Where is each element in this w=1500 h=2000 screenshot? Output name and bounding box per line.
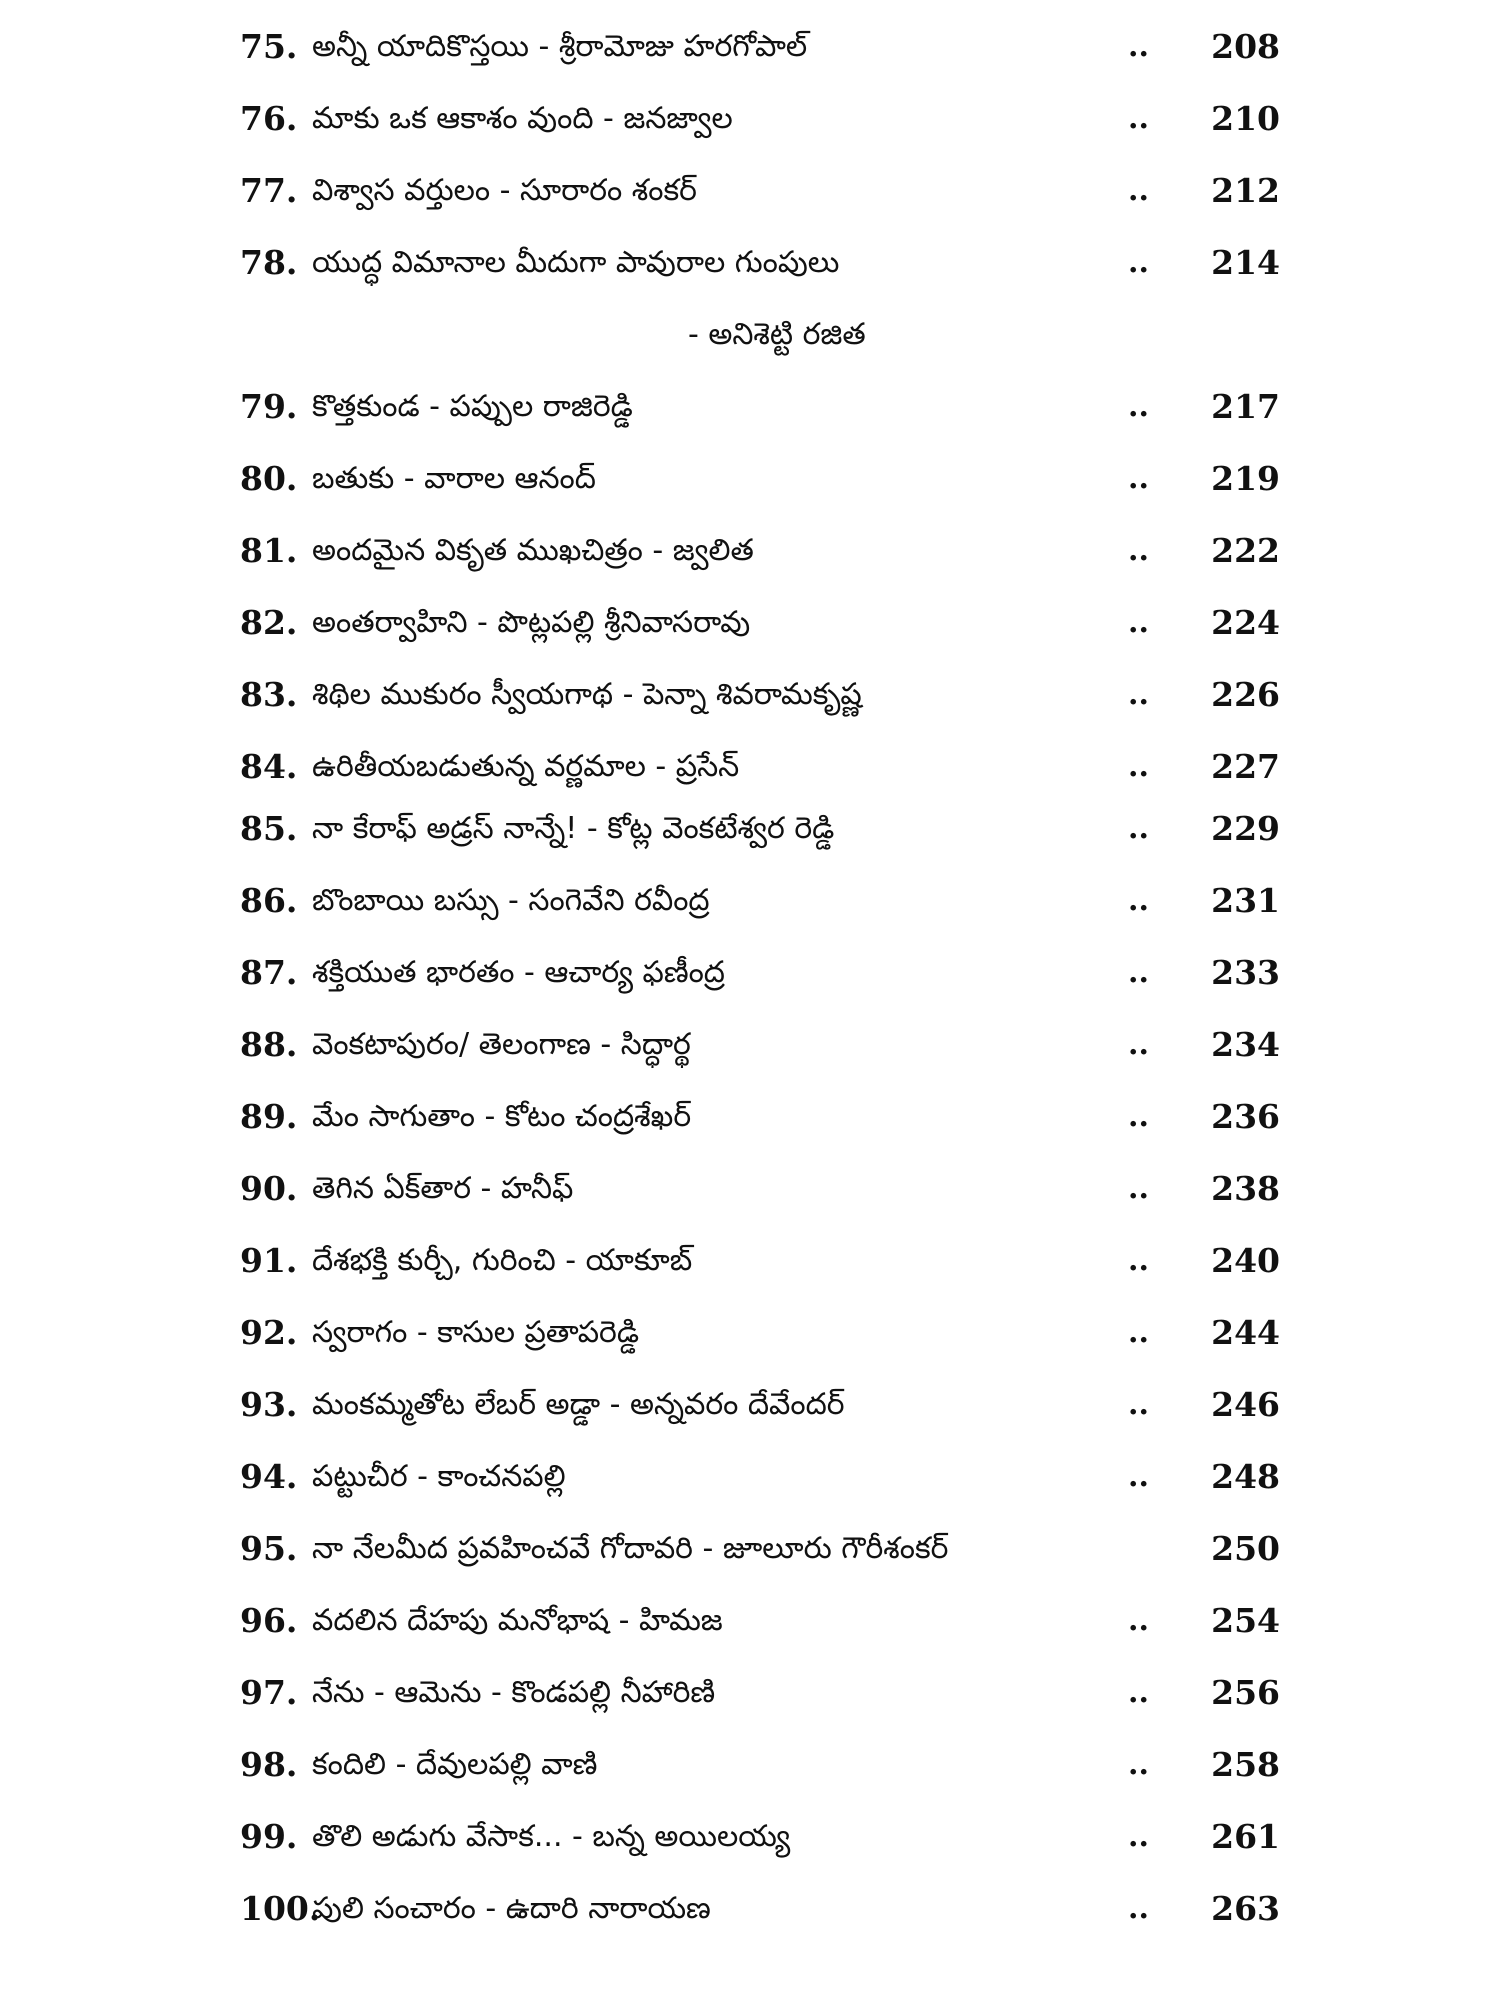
- dot-leader: ..: [1128, 1243, 1149, 1278]
- toc-entry: [0, 665, 1500, 725]
- entry-number: 77.: [240, 171, 298, 210]
- dot-leader: ..: [1128, 955, 1149, 990]
- entry-page-number: 254: [1211, 1601, 1280, 1640]
- entry-title: బతుకు - వారాల ఆనంద్: [312, 461, 596, 496]
- toc-entry: [0, 377, 1500, 437]
- toc-entry: [0, 1375, 1500, 1435]
- dot-leader: ..: [1128, 245, 1149, 280]
- dot-leader: ..: [1128, 1459, 1149, 1494]
- dot-leader: ..: [1128, 605, 1149, 640]
- entry-number: 99.: [240, 1817, 298, 1856]
- entry-number: 75.: [240, 27, 298, 66]
- entry-number: 87.: [240, 953, 298, 992]
- entry-title: నా నేలమీద ప్రవహించవే గోదావరి - జూలూరు గౌరీశంకర్: [312, 1531, 949, 1566]
- toc-entry: [0, 17, 1500, 77]
- entry-page-number: 212: [1211, 171, 1280, 210]
- dot-leader: ..: [1128, 811, 1149, 846]
- toc-entry: [0, 1015, 1500, 1075]
- toc-entry: [0, 89, 1500, 149]
- entry-page-number: 227: [1211, 747, 1280, 786]
- toc-entry: [0, 1807, 1500, 1867]
- entry-number: 78.: [240, 243, 298, 282]
- dot-leader: ..: [1128, 1027, 1149, 1062]
- entry-number: 94.: [240, 1457, 298, 1496]
- entry-page-number: 226: [1211, 675, 1280, 714]
- entry-page-number: 210: [1211, 99, 1280, 138]
- entry-number: 81.: [240, 531, 298, 570]
- entry-page-number: 219: [1211, 459, 1280, 498]
- toc-entry: [0, 871, 1500, 931]
- dot-leader: ..: [1128, 1315, 1149, 1350]
- entry-title: ఉరితీయబడుతున్న వర్ణమాల - ప్రసేన్: [312, 749, 740, 784]
- entry-number: 83.: [240, 675, 298, 714]
- entry-title: వెంకటాపురం/ తెలంగాణ - సిద్ధార్థ: [312, 1027, 691, 1062]
- entry-title: విశ్వాస వర్తులం - సూరారం శంకర్: [312, 173, 697, 208]
- toc-entry-continuation: [0, 305, 1500, 365]
- entry-page-number: 233: [1211, 953, 1280, 992]
- dot-leader: ..: [1128, 677, 1149, 712]
- toc-entry: [0, 799, 1500, 859]
- entry-page-number: 231: [1211, 881, 1280, 920]
- entry-title: కందిలి - దేవులపల్లి వాణి: [312, 1747, 598, 1782]
- entry-number: 100.: [240, 1889, 321, 1928]
- toc-entry: [0, 449, 1500, 509]
- entry-number: 93.: [240, 1385, 298, 1424]
- dot-leader: ..: [1128, 1171, 1149, 1206]
- entry-number: 85.: [240, 809, 298, 848]
- dot-leader: ..: [1128, 883, 1149, 918]
- toc-entry: [0, 521, 1500, 581]
- dot-leader: ..: [1128, 749, 1149, 784]
- toc-entry: [0, 1519, 1500, 1579]
- entry-page-number: 208: [1211, 27, 1280, 66]
- entry-page-number: 248: [1211, 1457, 1280, 1496]
- toc-entry: [0, 1231, 1500, 1291]
- entry-number: 88.: [240, 1025, 298, 1064]
- toc-entry: [0, 1591, 1500, 1651]
- toc-entry: [0, 1159, 1500, 1219]
- dot-leader: ..: [1128, 1891, 1149, 1926]
- dot-leader: ..: [1128, 1099, 1149, 1134]
- entry-number: 90.: [240, 1169, 298, 1208]
- entry-title: నా కేరాఫ్ అడ్రస్ నాన్నే! - కోట్ల వెంకటేశ్వర రెడ్డి: [312, 811, 835, 846]
- entry-title: తెగిన ఏక్‌తార - హనీఫ్: [312, 1171, 574, 1206]
- toc-entry: [0, 1663, 1500, 1723]
- toc-entry: [0, 233, 1500, 293]
- entry-page-number: 238: [1211, 1169, 1280, 1208]
- entry-page-number: 261: [1211, 1817, 1280, 1856]
- entry-title: మాకు ఒక ఆకాశం వుంది - జనజ్వాల: [312, 101, 733, 136]
- entry-number: 82.: [240, 603, 298, 642]
- toc-entry: [0, 1879, 1500, 1939]
- entry-page-number: 256: [1211, 1673, 1280, 1712]
- toc-entry: [0, 161, 1500, 221]
- entry-title: శిథిల ముకురం స్వీయగాథ - పెన్నా శివరామకృష్ణ: [312, 677, 862, 712]
- entry-page-number: 246: [1211, 1385, 1280, 1424]
- entry-number: 84.: [240, 747, 298, 786]
- dot-leader: ..: [1128, 1603, 1149, 1638]
- entry-number: 91.: [240, 1241, 298, 1280]
- toc-entry: [0, 1735, 1500, 1795]
- entry-title: నేను - ఆమెను - కొండపల్లి నీహారిణి: [312, 1675, 716, 1710]
- entry-page-number: 244: [1211, 1313, 1280, 1352]
- entry-number: 95.: [240, 1529, 298, 1568]
- entry-page-number: 240: [1211, 1241, 1280, 1280]
- dot-leader: ..: [1128, 173, 1149, 208]
- toc-entry: [0, 737, 1500, 797]
- entry-title: యుద్ధ విమానాల మీదుగా పావురాల గుంపులు: [312, 245, 840, 280]
- entry-number: 97.: [240, 1673, 298, 1712]
- entry-page-number: 236: [1211, 1097, 1280, 1136]
- dot-leader: ..: [1128, 1675, 1149, 1710]
- dot-leader: ..: [1128, 1747, 1149, 1782]
- entry-title: బొంబాయి బస్సు - సంగెవేని రవీంద్ర: [312, 883, 710, 918]
- entry-page-number: 263: [1211, 1889, 1280, 1928]
- dot-leader: ..: [1128, 29, 1149, 64]
- entry-page-number: 217: [1211, 387, 1280, 426]
- entry-page-number: 214: [1211, 243, 1280, 282]
- entry-number: 98.: [240, 1745, 298, 1784]
- entry-number: 92.: [240, 1313, 298, 1352]
- toc-entry: [0, 943, 1500, 1003]
- entry-number: 89.: [240, 1097, 298, 1136]
- entry-title: కొత్తకుండ - పప్పుల రాజిరెడ్డి: [312, 389, 633, 424]
- entry-page-number: 224: [1211, 603, 1280, 642]
- dot-leader: ..: [1128, 533, 1149, 568]
- entry-number: 76.: [240, 99, 298, 138]
- toc-entry: [0, 593, 1500, 653]
- entry-author: - అనిశెట్టి రజిత: [688, 317, 866, 352]
- entry-page-number: 234: [1211, 1025, 1280, 1064]
- toc-entry: [0, 1303, 1500, 1363]
- entry-number: 80.: [240, 459, 298, 498]
- dot-leader: ..: [1128, 389, 1149, 424]
- entry-number: 79.: [240, 387, 298, 426]
- entry-title: వదలిన దేహపు మనోభాష - హిమజ: [312, 1603, 723, 1638]
- entry-page-number: 250: [1211, 1529, 1280, 1568]
- entry-title: అందమైన వికృత ముఖచిత్రం - జ్వలిత: [312, 533, 754, 568]
- entry-page-number: 258: [1211, 1745, 1280, 1784]
- dot-leader: ..: [1128, 1819, 1149, 1854]
- entry-number: 96.: [240, 1601, 298, 1640]
- entry-page-number: 222: [1211, 531, 1280, 570]
- toc-entry: [0, 1087, 1500, 1147]
- entry-title: స్వరాగం - కాసుల ప్రతాపరెడ్డి: [312, 1315, 640, 1350]
- entry-title: అన్నీ యాదికొస్తయి - శ్రీరామోజు హరగోపాల్: [312, 29, 808, 64]
- entry-title: మేం సాగుతాం - కోటం చంద్రశేఖర్: [312, 1099, 692, 1134]
- dot-leader: ..: [1128, 101, 1149, 136]
- entry-title: తొలి అడుగు వేసాక... - బన్న అయిలయ్య: [312, 1819, 791, 1854]
- entry-title: శక్తియుత భారతం - ఆచార్య ఫణీంద్ర: [312, 955, 725, 990]
- entry-number: 86.: [240, 881, 298, 920]
- dot-leader: ..: [1128, 1387, 1149, 1422]
- toc-entry: [0, 1447, 1500, 1507]
- entry-title: మంకమ్మతోట లేబర్ అడ్డా - అన్నవరం దేవేందర్: [312, 1387, 845, 1422]
- entry-page-number: 229: [1211, 809, 1280, 848]
- entry-title: అంతర్వాహిని - పొట్లపల్లి శ్రీనివాసరావు: [312, 605, 751, 640]
- entry-title: దేశభక్తి కుర్చీ, గురించి - యాకూబ్: [312, 1243, 693, 1278]
- entry-title: పులి సంచారం - ఉదారి నారాయణ: [312, 1891, 711, 1926]
- dot-leader: ..: [1128, 461, 1149, 496]
- entry-title: పట్టుచీర - కాంచనపల్లి: [312, 1459, 566, 1494]
